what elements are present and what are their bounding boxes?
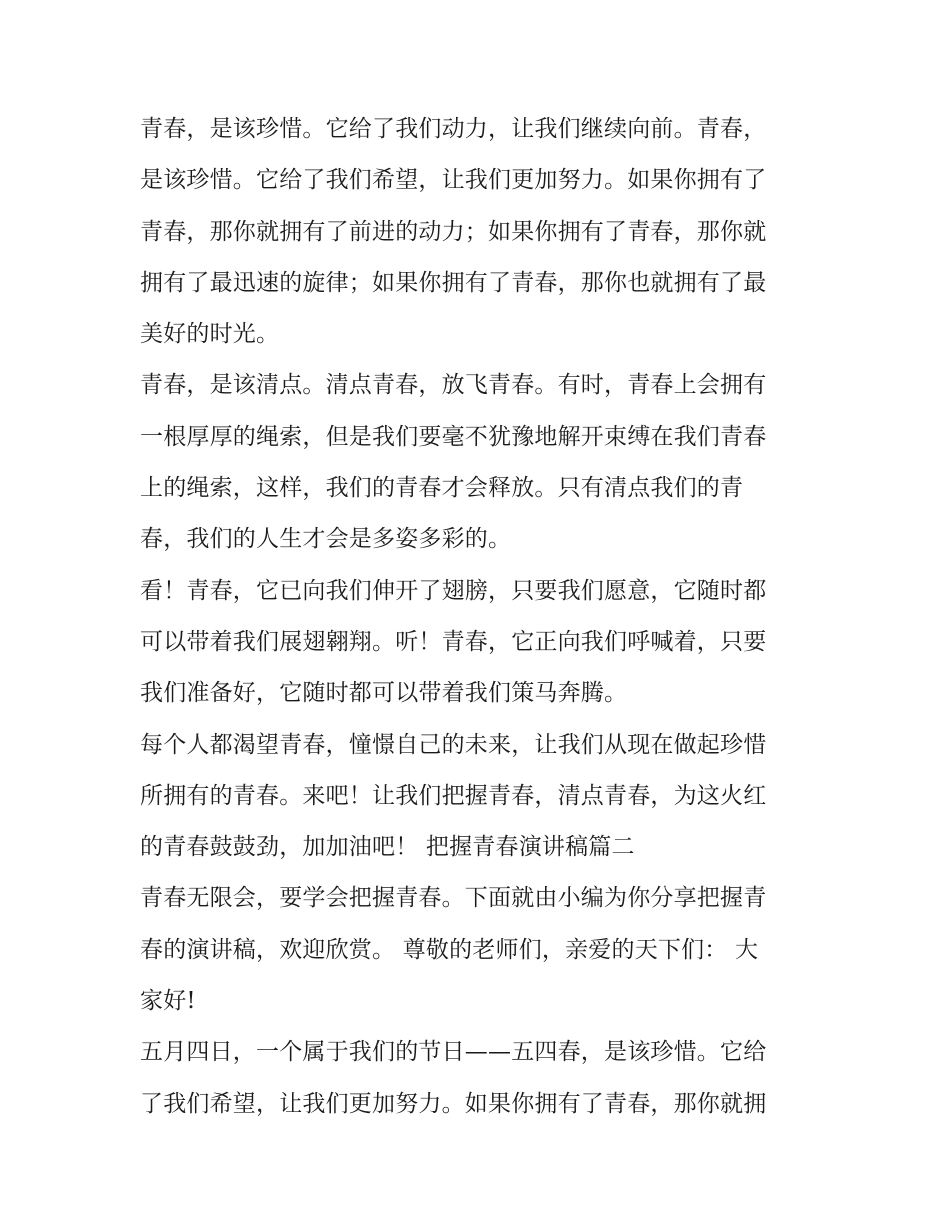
text-line: 青春，那你就拥有了前进的动力；如果你拥有了青春，那你就	[140, 218, 767, 245]
text-line: 看！青春，它已向我们伸开了翅膀，只要我们愿意，它随时都	[140, 577, 767, 604]
text-line: 拥有了最迅速的旋律；如果你拥有了青春，那你也就拥有了最	[140, 269, 767, 296]
text-line: 家好!	[140, 988, 196, 1015]
text-line: 美好的时光。	[140, 321, 280, 348]
text-line: 青春，是该清点。清点青春，放飞青春。有时，青春上会拥有	[140, 372, 767, 399]
text-line: 我们准备好，它随时都可以带着我们策马奔腾。	[140, 680, 628, 707]
text-line: 一根厚厚的绳索，但是我们要毫不犹豫地解开束缚在我们青春	[140, 423, 767, 450]
text-line: 可以带着我们展翅翱翔。听！青春，它正向我们呼喊着，只要	[140, 628, 767, 655]
text-line: 青春，是该珍惜。它给了我们动力，让我们继续向前。青春，	[140, 116, 767, 142]
text-line: 上的绳索，这样，我们的青春才会释放。只有清点我们的青	[140, 475, 744, 502]
text-line: 春的演讲稿，欢迎欣赏。 尊敬的老师们，亲爱的天下们： 大	[140, 936, 759, 963]
text-line: 春，我们的人生才会是多姿多彩的。	[140, 526, 512, 553]
text-line: 五月四日，一个属于我们的节日——五四春，是该珍惜。它给	[140, 1039, 767, 1066]
text-line: 所拥有的青春。来吧！让我们把握青春，清点青春，为这火红	[140, 782, 767, 809]
text-line: 每个人都渴望青春，憧憬自己的未来，让我们从现在做起珍惜	[140, 731, 767, 758]
text-line: 是该珍惜。它给了我们希望，让我们更加努力。如果你拥有了	[140, 167, 767, 194]
text-line: 青春无限会，要学会把握青春。下面就由小编为你分享把握青	[140, 885, 767, 912]
text-line: 的青春鼓鼓劲，加加油吧！ 把握青春演讲稿篇二	[140, 834, 635, 861]
text-line: 了我们希望，让我们更加努力。如果你拥有了青春，那你就拥	[140, 1090, 767, 1117]
document-body	[140, 104, 820, 1130]
